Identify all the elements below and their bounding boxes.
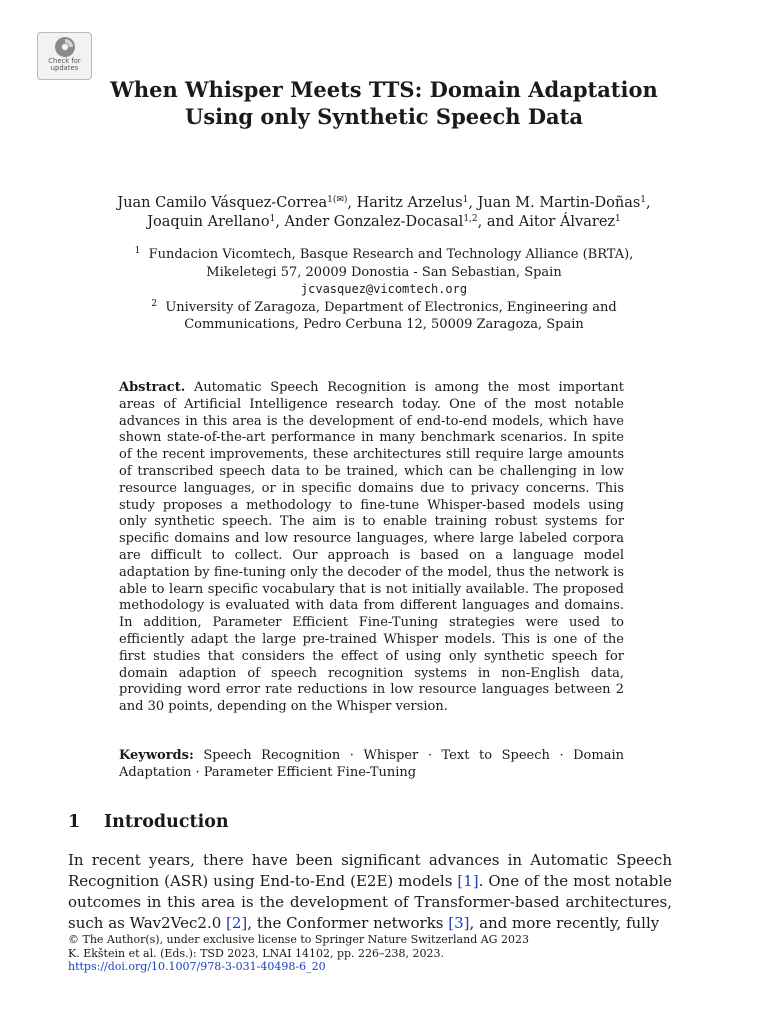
keywords-label: Keywords:	[119, 748, 194, 763]
affiliation-2: $^2$ University of Zaragoza, Department of Electronics, Engineering and	[151, 298, 617, 315]
section-heading	[68, 810, 229, 834]
author-list: Juan Camilo Vásquez-Correa$^{1(✉)}$, Haritz Arzelus$^1$, Juan M. Martin-Doñas$^1$, Joaquin Arellano$^1$, Ander Gonzalez-Docasal$^{1,2}$, and Aitor Álvarez$^1$	[117, 195, 651, 230]
author-name: Ander Gonzalez-Docasal	[284, 214, 464, 230]
affiliation-list: $^1$ Fundacion Vicomtech, Basque Research and Technology Alliance (BRTA), Mikeletegi 57, 20009 Donostia - San Sebastian, Spain jcvasquez@vicomtech.org $^2$ University of Zaragoza, Department of Electronics, Engineering and Communications, Pedro Cerbuna 12, 50009 Zaragoza, Spain	[60, 246, 708, 334]
paper-title: When Whisper Meets TTS: Domain Adaptation Using only Synthetic Speech Data	[110, 77, 658, 129]
author-affiliation-mark: 1	[615, 214, 621, 224]
abstract-label: Abstract.	[119, 380, 186, 395]
author-name: Juan Camilo Vásquez-Correa	[117, 195, 328, 211]
citation-link[interactable]: [1]	[457, 872, 479, 890]
abstract-text: Automatic Speech Recognition is among the most important areas of Artificial Intelligence research today. One of the most notable advances in this area is the development of end-to-end models, which have shown state-of-the-art performance in many benchmark scenarios. In spite of the recent improvements, these architectures still require large amounts of transcribed speech data to be trained, which can be challenging in low resource languages, or in specific domains due to privacy concerns. This study proposes a methodology to fine-tune Whisper-based models using only synthetic speech. The aim is to enable training robust systems for specific domains and low resource languages, where large labeled corpora are difficult to collect. Our approach is based on a language model adaptation by fine-tuning only the decoder of the model, thus the network is able to learn specific vocabulary that is not initially available. The proposed methodology is evaluated with data from different languages and domains. In addition, Parameter Efficient Fine-Tuning strategies were used to efficiently adapt the large pre-trained Whisper models. This is one of the first studies that considers the effect of using only synthetic speech for domain adaption of speech recognition systems in non-English data, providing word error rate reductions in low resource languages between 2 and 30 points, depending on the Whisper version.	[119, 380, 624, 715]
intro-paragraph: In recent years, there have been significant advances in Automatic Speech Recognition (ASR) using End-to-End (E2E) models [1]. One of the most notable outcomes in this area is the development of Transformer-based architectures, such as Wav2Vec2.0 [2], the Conformer networks [3], and more recently, fully	[68, 851, 672, 932]
author-name: Joaquin Arellano	[147, 214, 270, 230]
section-title: Introduction	[104, 812, 229, 832]
keywords-text: Speech Recognition · Whisper · Text to Speech · Domain Adaptation · Parameter Efficient Fine-Tuning	[119, 748, 624, 780]
affiliation-number: 1	[134, 246, 141, 256]
author-name: Aitor Álvarez	[518, 214, 616, 230]
author-affiliation-mark: 1	[462, 195, 469, 205]
citation-link[interactable]: [3]	[448, 914, 470, 932]
author-name: Haritz Arzelus	[356, 195, 463, 211]
citation-line: K. Ekštein et al. (Eds.): TSD 2023, LNAI 14102, pp. 226–238, 2023.	[68, 946, 445, 960]
doi-link[interactable]: https://doi.org/10.1007/978-3-031-40498-6_20	[68, 960, 326, 973]
author-name: Juan M. Martin-Doñas	[477, 195, 641, 211]
author-affiliation-mark: 1(✉)	[327, 195, 348, 205]
citation-link[interactable]: [2]	[226, 914, 248, 932]
author-affiliation-mark: 1	[640, 195, 647, 205]
author-affiliation-mark: 1,2	[463, 214, 478, 224]
contact-email[interactable]: jcvasquez@vicomtech.org	[300, 282, 468, 296]
copyright-footer	[68, 933, 672, 974]
author-affiliation-mark: 1	[269, 214, 276, 224]
author-conjunction: and	[486, 214, 515, 230]
check-for-updates-badge[interactable]	[37, 32, 92, 80]
copyright-line: © The Author(s), under exclusive license to Springer Nature Switzerland AG 2023	[68, 933, 529, 946]
section-number: 1	[68, 812, 81, 832]
affiliation-number: 2	[151, 298, 158, 309]
abstract	[119, 380, 624, 716]
check-for-updates-icon	[52, 36, 78, 58]
affiliation-1: $^1$ Fundacion Vicomtech, Basque Research and Technology Alliance (BRTA),	[134, 246, 634, 262]
badge-label: Check for updates	[48, 57, 81, 72]
keywords	[119, 748, 624, 782]
